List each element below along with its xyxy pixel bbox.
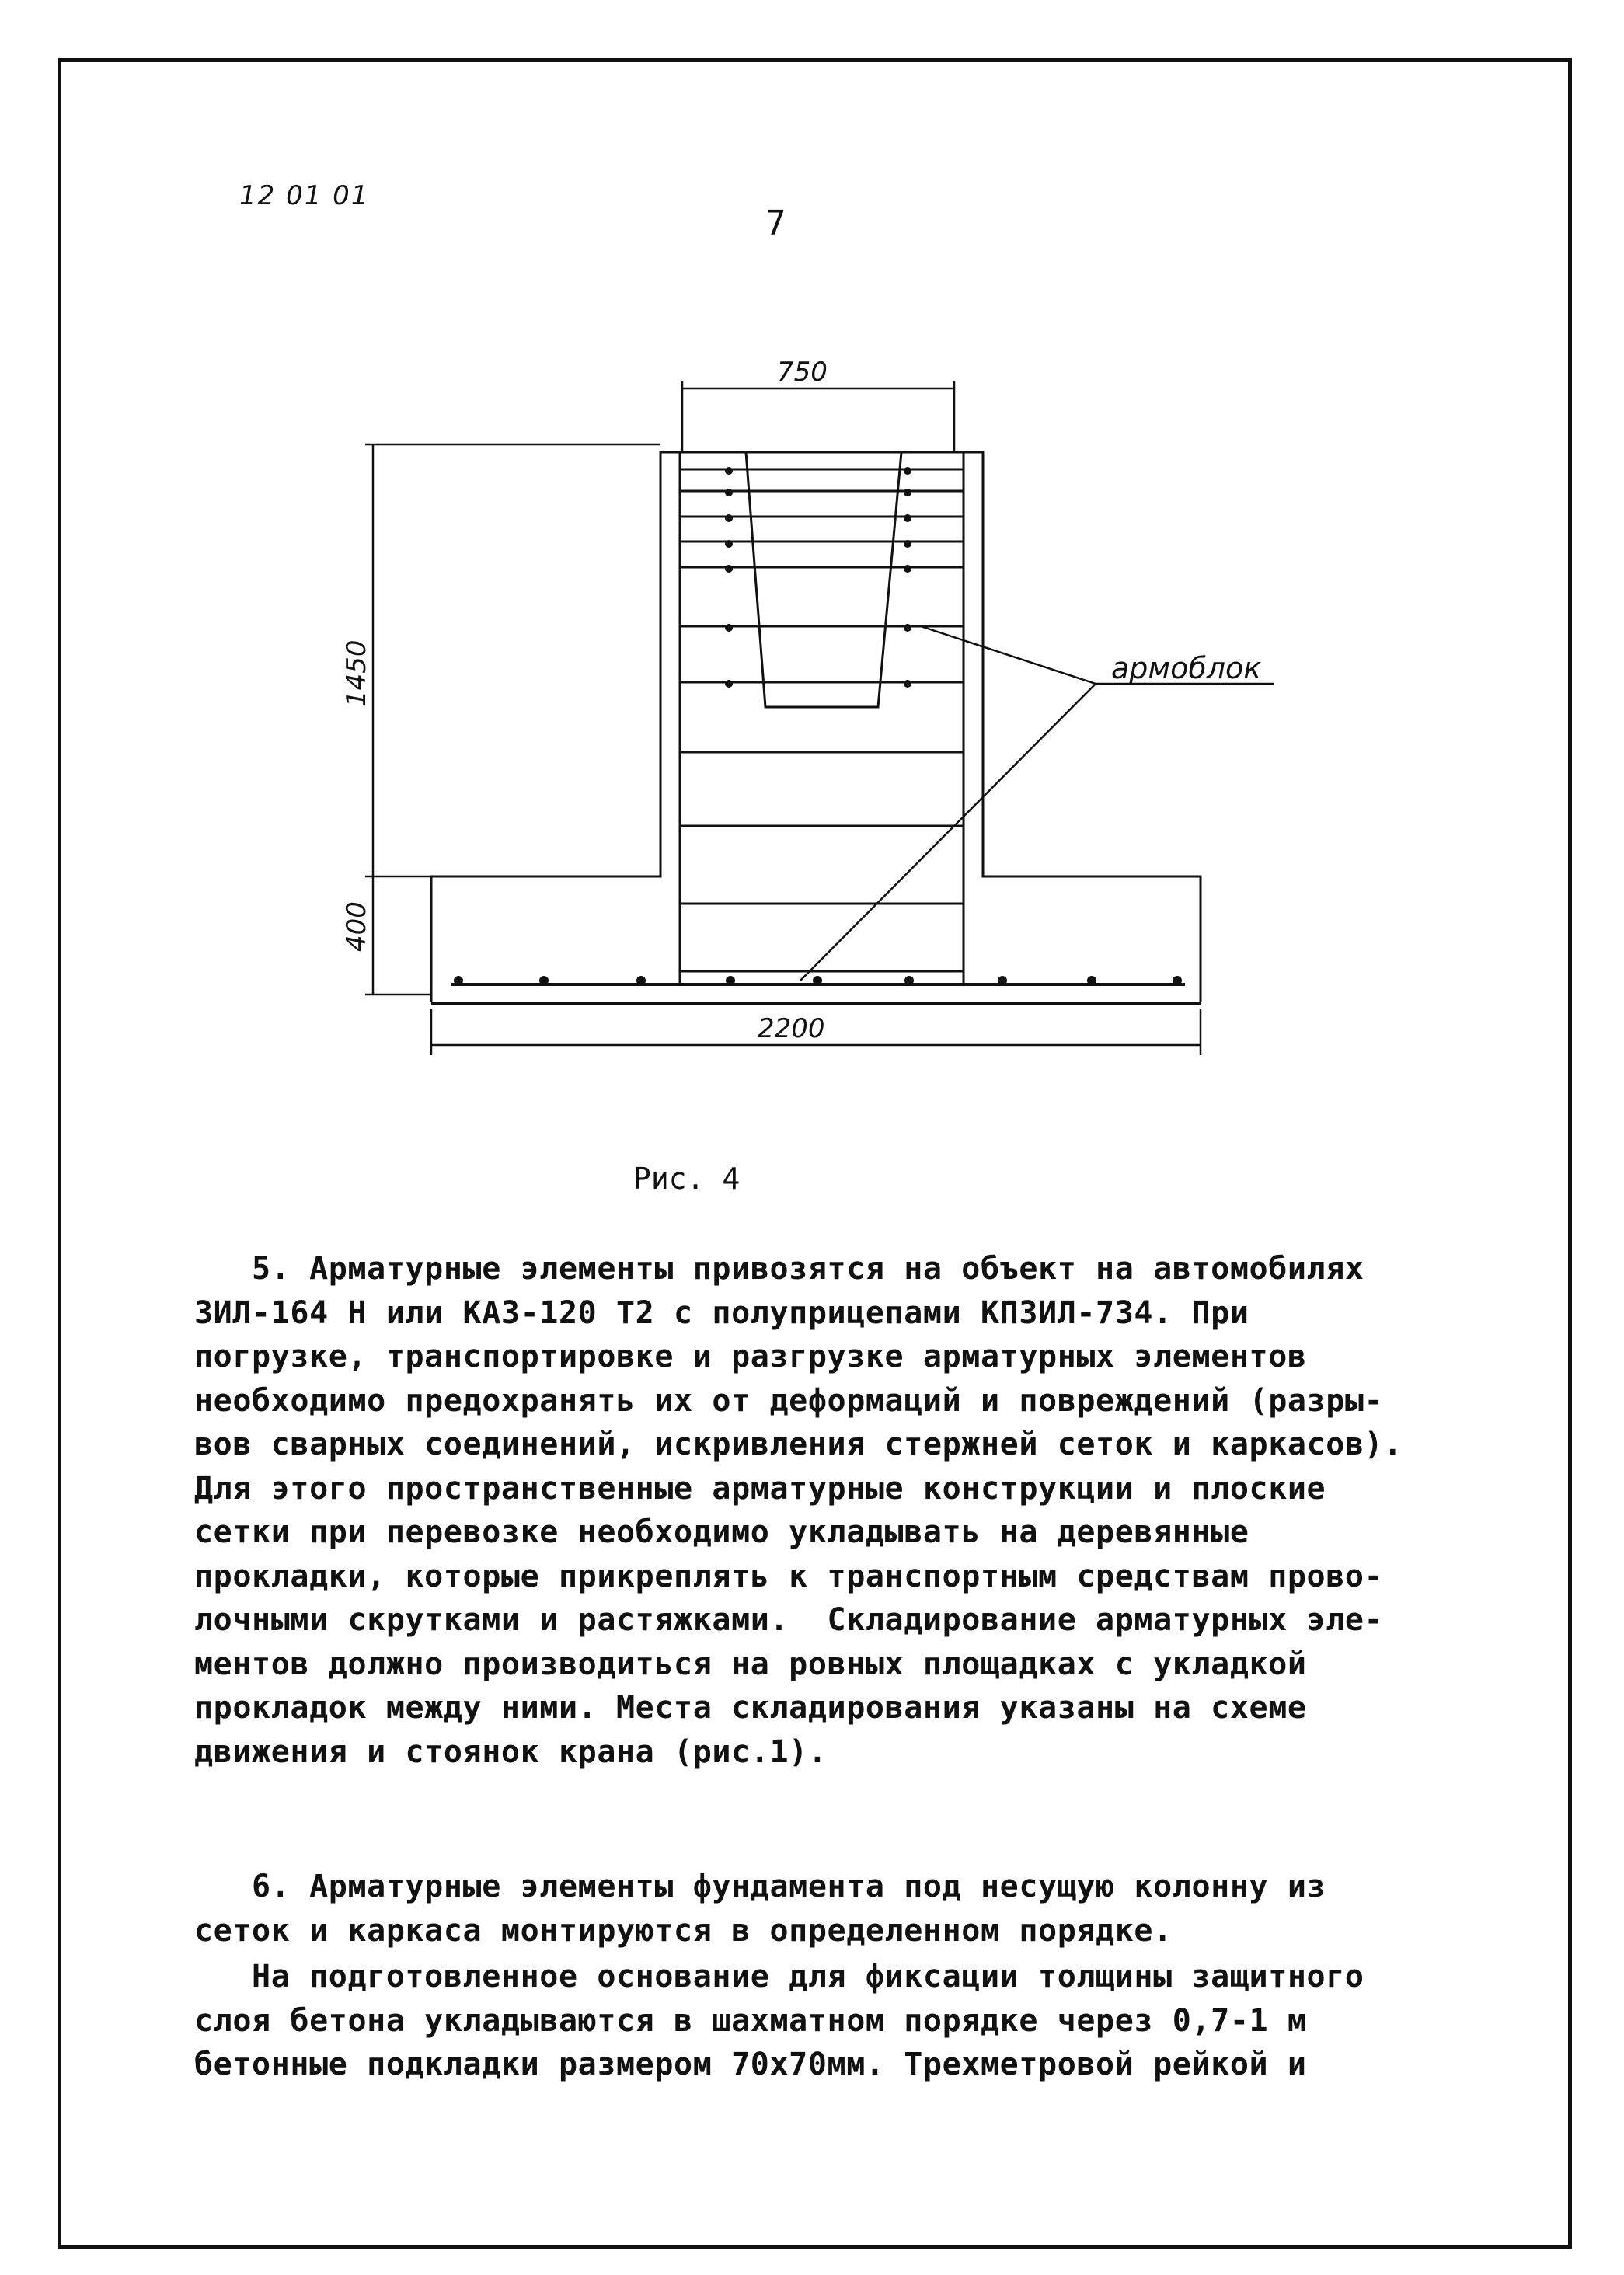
text-line: прокладки, которые прикреплять к транспортным средствам прово- — [194, 1558, 1384, 1594]
text-line: необходимо предохранять их от деформаций и повреждений (разры- — [194, 1382, 1384, 1419]
text-line: ЗИЛ-164 Н или КАЗ-120 Т2 с полуприцепами КПЗИЛ-734. При — [194, 1294, 1249, 1331]
armoblock-label: армоблок — [1111, 651, 1262, 685]
dim-top — [682, 381, 954, 452]
cage-horizontal-bars — [680, 469, 964, 971]
dim-column-label: 1450 — [341, 639, 372, 707]
dim-left — [365, 444, 660, 995]
text-line: Для этого пространственные арматурные конструкции и плоские — [194, 1470, 1326, 1507]
text-line: прокладок между ними. Места складирования указаны на схеме — [194, 1690, 1307, 1726]
text-line: 5. Арматурные элементы привозятся на объект на автомобилях — [194, 1251, 1364, 1287]
foundation-drawing — [0, 0, 1624, 1127]
text-line: сетки при перевозке необходимо укладывать на деревянные — [194, 1514, 1249, 1550]
rebar-dots — [454, 467, 1182, 985]
text-line: ментов должно производиться на ровных площадках с укладкой — [194, 1646, 1307, 1682]
dim-slab-label: 400 — [341, 901, 372, 952]
page-number: 7 — [765, 204, 786, 243]
paragraph-7 — [194, 1955, 1453, 2087]
text-line: вов сварных соединений, искривления стержней сеток и каркасов). — [194, 1427, 1403, 1462]
text-line: лочными скрутками и растяжками. Складирование арматурных эле- — [194, 1602, 1384, 1638]
text-line: слоя бетона укладываются в шахматном порядке через 0,7-1 м — [194, 2002, 1307, 2039]
dim-top-label: 750 — [777, 357, 828, 388]
dim-bottom-label: 2200 — [758, 1013, 825, 1044]
figure-caption: Рис. 4 — [633, 1162, 741, 1196]
document-code: 12 01 01 — [239, 180, 370, 211]
paragraph-6 — [194, 1865, 1453, 1953]
armoblock-cage — [680, 452, 964, 985]
text-line: сеток и каркаса монтируются в определенном порядке. — [194, 1912, 1173, 1949]
text-line: движения и стоянок крана (рис.1). — [194, 1733, 828, 1770]
text-line: бетонные подкладки размером 70х70мм. Трехметровой рейкой и — [194, 2047, 1307, 2082]
text-line: 6. Арматурные элементы фундамента под несущую колонну из — [194, 1869, 1326, 1904]
paragraph-5 — [194, 1247, 1453, 1774]
foundation-outline — [431, 452, 1201, 1002]
text-line: погрузке, транспортировке и разгрузке арматурных элементов — [194, 1339, 1307, 1374]
text-line: На подготовленное основание для фиксации толщины защитного — [194, 1959, 1364, 1995]
